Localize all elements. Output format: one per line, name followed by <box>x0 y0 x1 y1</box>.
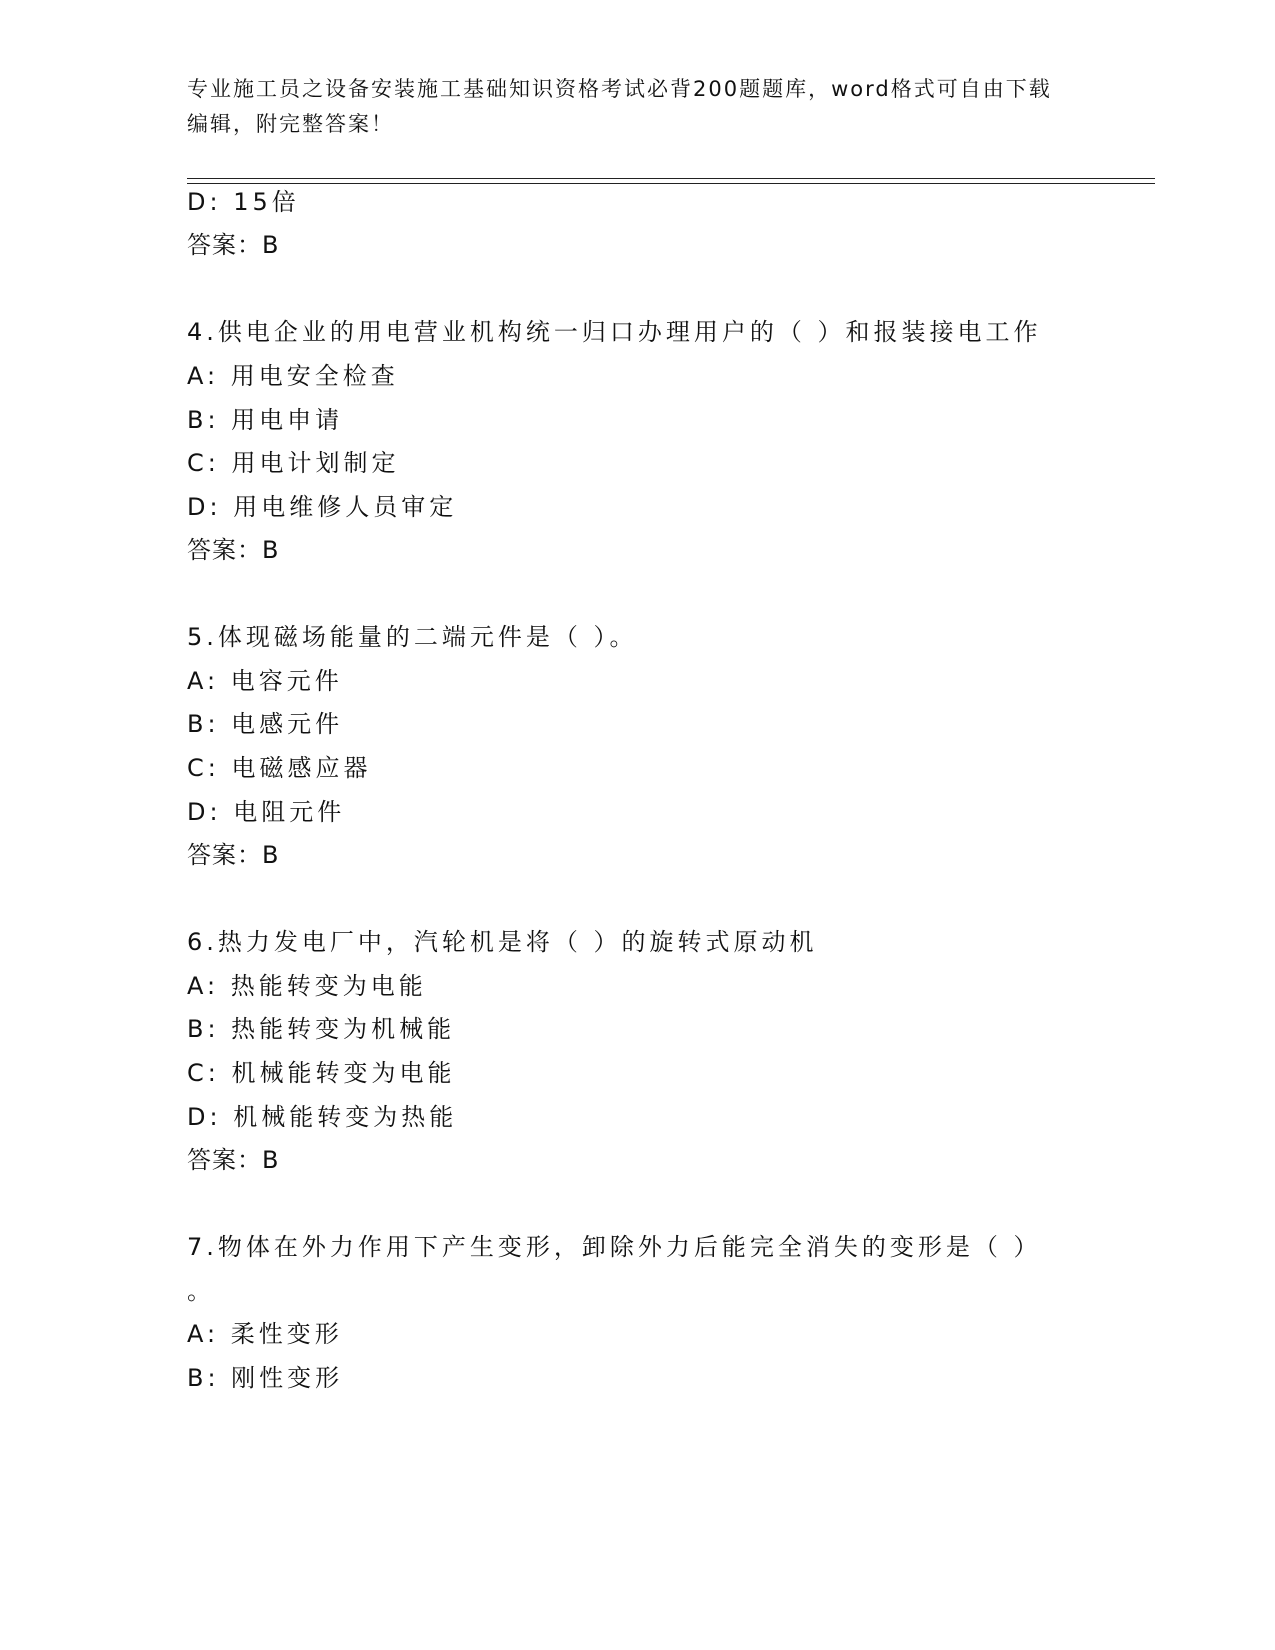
question-stem: 6.热力发电厂中，汽轮机是将（ ）的旋转式原动机 <box>187 928 818 956</box>
option-b: B: 热能转变为机械能 <box>187 1015 456 1043</box>
option-d: D: 机械能转变为热能 <box>187 1103 458 1131</box>
option-c: C: 机械能转变为电能 <box>187 1059 456 1087</box>
option-a: A: 电容元件 <box>187 667 343 695</box>
question-stem: 4.供电企业的用电营业机构统一归口办理用户的（ ）和报装接电工作 <box>187 318 1042 346</box>
option-a: A: 柔性变形 <box>187 1320 343 1348</box>
question-stem: 5.体现磁场能量的二端元件是（ ）。 <box>187 623 638 651</box>
answer: 答案：B <box>187 536 280 564</box>
page-header: 专业施工员之设备安装施工基础知识资格考试必背200题题库，word格式可自由下载编辑，附完整答案！ <box>187 77 1052 136</box>
answer: 答案：B <box>187 231 280 259</box>
option-a: A: 热能转变为电能 <box>187 972 427 1000</box>
header-divider-bottom <box>187 183 1155 184</box>
option-d: D: 电阻元件 <box>187 798 346 826</box>
option-b: B: 电感元件 <box>187 710 344 738</box>
option-c: C: 电磁感应器 <box>187 754 372 782</box>
answer: 答案：B <box>187 1146 280 1174</box>
option-a: A: 用电安全检查 <box>187 362 399 390</box>
question-stem: 7.物体在外力作用下产生变形，卸除外力后能完全消失的变形是（ ） <box>187 1233 1042 1261</box>
option-b: B: 用电申请 <box>187 406 344 434</box>
answer: 答案：B <box>187 841 280 869</box>
header-divider-top <box>187 178 1155 179</box>
option-d: D: 15倍 <box>187 188 300 216</box>
option-b: B: 刚性变形 <box>187 1364 344 1392</box>
option-c: C: 用电计划制定 <box>187 449 400 477</box>
question-stem-continuation: 。 <box>187 1277 215 1305</box>
option-d: D: 用电维修人员审定 <box>187 493 458 521</box>
